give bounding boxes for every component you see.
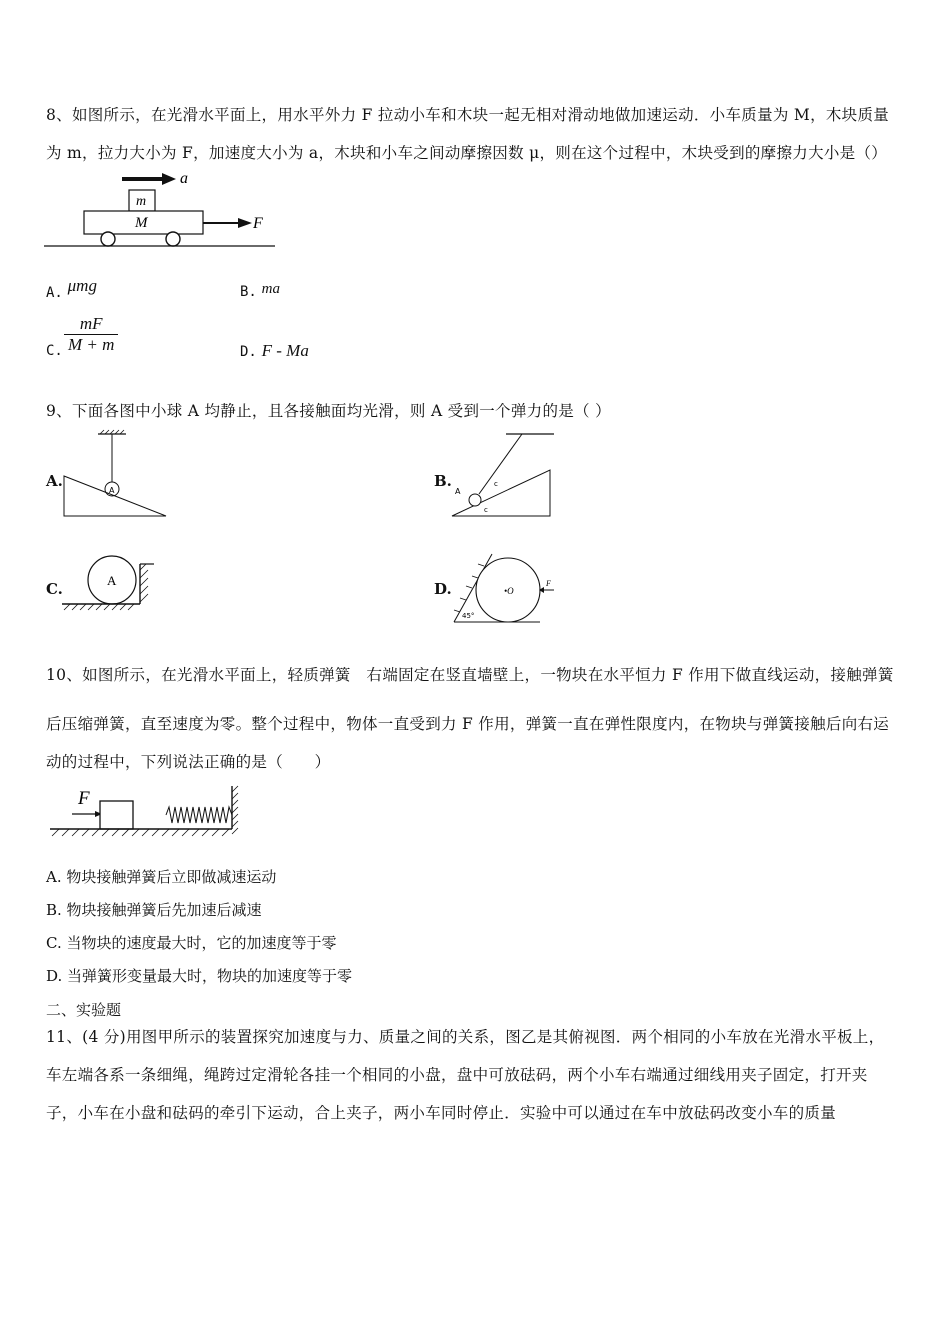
q8-block-label: m bbox=[136, 194, 147, 209]
q10-option-c[interactable]: C. 当物块的速度最大时，它的加速度等于零 bbox=[46, 934, 337, 952]
q10-stem-line-2: 后压缩弹簧，直至速度为零。整个过程中，物体一直受到力 F 作用，弹簧一直在弹性限度内，在物块与弹簧接触后向右运 bbox=[46, 715, 890, 733]
q8-option-c-denominator: M + m bbox=[68, 335, 115, 354]
q8-option-a[interactable] bbox=[46, 276, 97, 302]
q8-wheel-right bbox=[166, 232, 180, 246]
q11-stem-line-1: 11、(4 分)用图甲所示的装置探究加速度与力、质量之间的关系，图乙是其俯视图．两个相同的小车放在光滑水平板上， bbox=[46, 1028, 885, 1046]
q8-option-b[interactable] bbox=[240, 282, 280, 301]
q8-option-b-text: ma bbox=[261, 281, 280, 297]
q9-figure-c bbox=[60, 556, 160, 616]
q8-option-d[interactable] bbox=[240, 341, 309, 361]
q9-figure-d bbox=[450, 548, 560, 632]
svg-text:F: F bbox=[546, 579, 551, 588]
q10-spring bbox=[166, 807, 232, 823]
q10-stem-line-1: 10、如图所示，在光滑水平面上，轻质弹簧 右端固定在竖直墙壁上，一物块在水平恒力 F 作用下做直线运动，接触弹簧 bbox=[46, 666, 894, 684]
section-title-experiment: 二、实验题 bbox=[46, 1001, 122, 1019]
q8-stem-line-1: 8、如图所示，在光滑水平面上，用水平外力 F 拉动小车和木块一起无相对滑动地做加速运动．小车质量为 M，木块质量 bbox=[46, 106, 890, 124]
q8-option-c-fraction bbox=[64, 314, 118, 355]
q8-figure-cart-diagram bbox=[40, 165, 280, 255]
q11-stem-line-3: 子，小车在小盘和砝码的牵引下运动，合上夹子，两小车同时停止．实验中可以通过在车中放砝码改变小车的质量 bbox=[46, 1104, 837, 1122]
q10-block bbox=[100, 801, 133, 829]
q9-figure-b bbox=[450, 430, 560, 520]
q9-option-d-label: D. bbox=[434, 580, 452, 598]
q8-option-b-label: B. bbox=[240, 284, 257, 300]
q8-option-d-label: D. bbox=[240, 344, 257, 360]
q8-cart-label: M bbox=[135, 215, 148, 231]
q10-option-a[interactable]: A. 物块接触弹簧后立即做减速运动 bbox=[46, 868, 277, 886]
svg-text:•O: •O bbox=[504, 586, 514, 596]
q9-option-c-label: C. bbox=[46, 580, 63, 598]
q9-option-b-label: B. bbox=[434, 472, 452, 490]
q8-option-a-text: μmg bbox=[67, 276, 97, 295]
svg-text:A: A bbox=[109, 486, 115, 495]
q8-option-c-numerator: mF bbox=[79, 314, 103, 333]
q8-option-c[interactable] bbox=[46, 341, 63, 359]
q8-stem-line-2: 为 m，拉力大小为 F，加速度大小为 a，木块和小车之间动摩擦因数 μ，则在这个过程中，木块受到的摩擦力大小是（） bbox=[46, 144, 888, 162]
q9-b-ball bbox=[469, 494, 481, 506]
q8-accel-label: a bbox=[180, 170, 188, 187]
svg-text:A: A bbox=[455, 487, 461, 496]
q9-option-a-label: A. bbox=[46, 472, 63, 490]
q8-force-label: F bbox=[253, 215, 263, 232]
q10-figure-spring-diagram bbox=[46, 784, 246, 844]
q8-option-a-label: A. bbox=[46, 285, 63, 301]
q8-wheel-left bbox=[101, 232, 115, 246]
q10-option-d[interactable]: D. 当弹簧形变量最大时，物块的加速度等于零 bbox=[46, 967, 353, 985]
q11-stem-line-2: 车左端各系一条细绳，绳跨过定滑轮各挂一个相同的小盘，盘中可放砝码，两个小车右端通过细线用夹子固定，打开夹 bbox=[46, 1066, 868, 1084]
svg-text:A: A bbox=[107, 573, 117, 588]
q10-option-b[interactable]: B. 物块接触弹簧后先加速后减速 bbox=[46, 901, 262, 919]
svg-text:c: c bbox=[494, 480, 498, 488]
q10-force-label: F bbox=[78, 788, 90, 809]
q10-stem-line-3: 动的过程中，下列说法正确的是（ ） bbox=[46, 753, 331, 771]
q9-figure-a bbox=[60, 430, 170, 520]
q8-option-c-label: C. bbox=[46, 343, 63, 359]
svg-text:c: c bbox=[484, 506, 488, 514]
svg-text:45°: 45° bbox=[462, 612, 475, 620]
q9-stem: 9、下面各图中小球 A 均静止，且各接触面均光滑，则 A 受到一个弹力的是（ ） bbox=[46, 402, 611, 420]
q8-option-d-text: F - Ma bbox=[261, 341, 309, 360]
